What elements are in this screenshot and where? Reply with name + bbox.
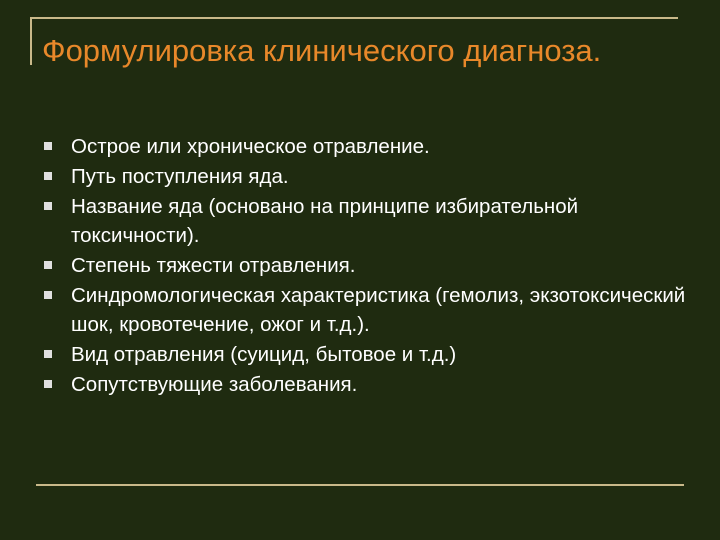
bullet-item (44, 340, 694, 369)
bullet-item (44, 281, 694, 339)
bullet-text: Острое или хроническое отравление. (71, 135, 430, 158)
bullet-text: Синдромологическая характеристика (гемолиз, экзотоксический шок, кровотечение, ожог и т.д.). (71, 284, 686, 336)
slide-title: Формулировка клинического диагноза. (42, 33, 602, 68)
bullet-text: Название яда (основано на принципе избирательной токсичности). (71, 195, 579, 247)
bullet-text: Путь поступления яда. (71, 165, 289, 188)
frame-top-line (30, 17, 678, 19)
square-bullet-icon (44, 291, 52, 299)
bullet-item (44, 162, 694, 191)
bullet-list (44, 132, 694, 399)
square-bullet-icon (44, 142, 52, 150)
frame-left-line (30, 17, 32, 65)
square-bullet-icon (44, 350, 52, 358)
bullet-text: Степень тяжести отравления. (71, 254, 356, 277)
square-bullet-icon (44, 172, 52, 180)
bullet-item (44, 132, 694, 161)
bullet-item (44, 251, 694, 280)
bullet-text: Вид отравления (суицид, бытовое и т.д.) (71, 343, 457, 366)
bullet-item (44, 370, 694, 399)
frame-bottom-line (36, 484, 684, 486)
square-bullet-icon (44, 261, 52, 269)
square-bullet-icon (44, 380, 52, 388)
bullet-text: Сопутствующие заболевания. (71, 373, 358, 396)
bullet-item (44, 192, 694, 250)
square-bullet-icon (44, 202, 52, 210)
